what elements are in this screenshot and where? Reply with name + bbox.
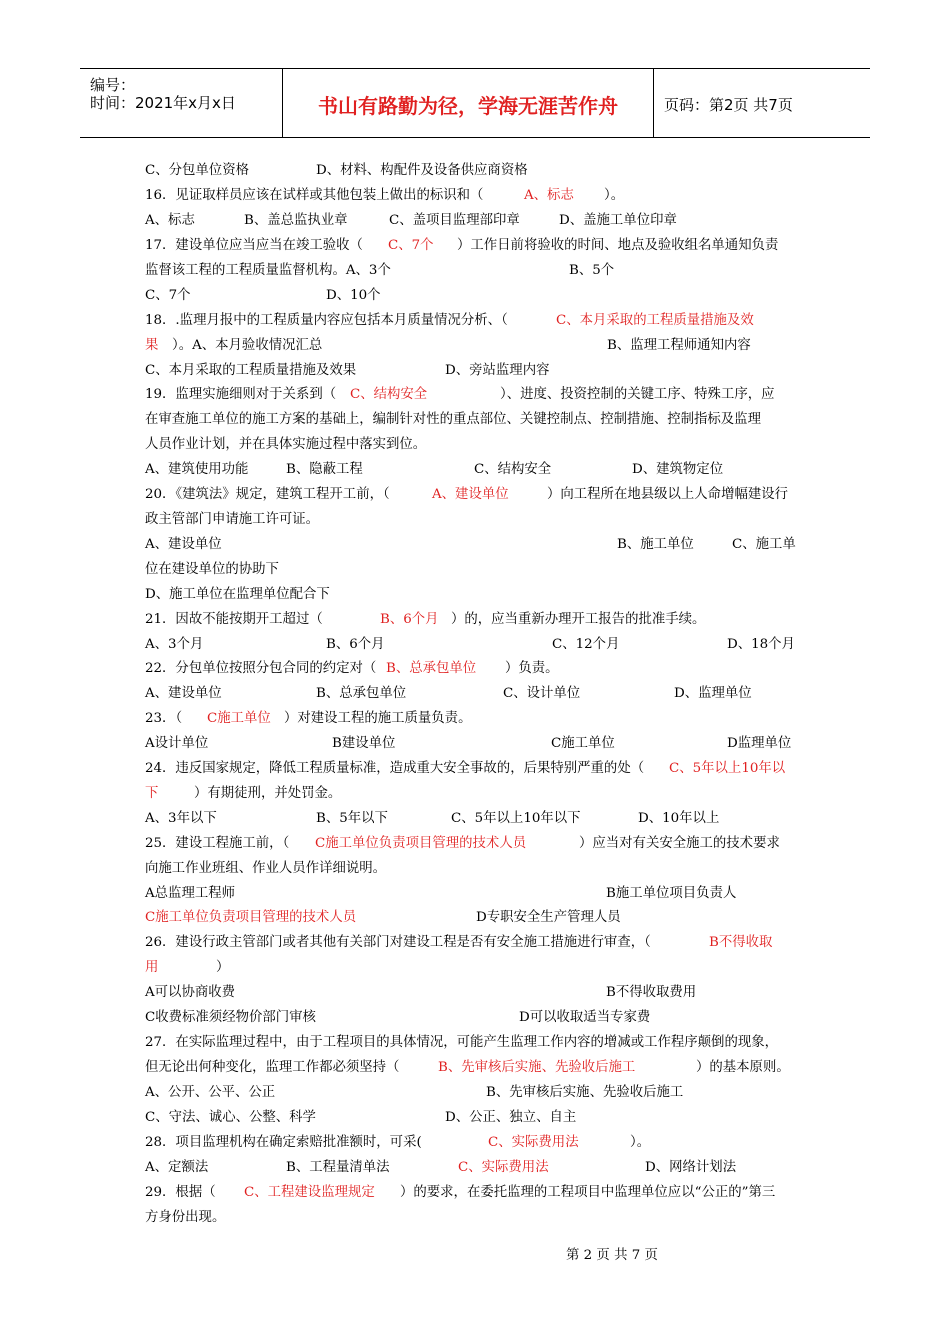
option-a: A、建筑使用功能 [145,462,249,477]
option-b: B、先审核后实施、先验收后施工 [486,1085,684,1100]
option-d: D、盖施工单位印章 [559,213,677,228]
option-d: D、网络计划法 [645,1160,737,1175]
answer-text: B不得收取 [709,935,773,950]
option-d: D、建筑物定位 [632,462,724,477]
page-number: 第 2 页 共 7 页 [566,1248,658,1263]
question-text: 19．监理实施细则对于关系到（ [145,387,337,402]
option-d: D、10年以上 [638,811,720,826]
question-text: ）。A、本月验收情况汇总 [172,338,323,353]
question-text: 人员作业计划，并在具体实施过程中落实到位。 [145,437,427,452]
option-d: D专职安全生产管理人员 [476,910,621,925]
answer-text: A、建设单位 [432,487,509,502]
answer-text: C、工程建设监理规定 [244,1185,375,1200]
page-code: 页码：第2页 共7页 [664,96,793,114]
option-b: B、5个 [569,263,615,278]
question-text: 20．《建筑法》规定，建筑工程开工前，（ [145,487,390,502]
question-text: 向施工作业班组、作业人员作详细说明。 [145,861,387,876]
answer-text: C施工单位负责项目管理的技术人员 [315,836,527,851]
motto-title: 书山有路勤为径，学海无涯苦作舟 [318,94,618,118]
answer-text: C、结构安全 [350,387,428,402]
question-text: 方身份出现。 [145,1210,226,1225]
option-c: C、设计单位 [503,686,581,701]
option-b: B、5年以下 [316,811,388,826]
question-text: ）对建设工程的施工质量负责。 [284,711,472,726]
option-a: A、公开、公平、公正 [145,1085,276,1100]
option-a: A、建设单位 [145,686,222,701]
question-text: ）工作日前将验收的时间、地点及验收组名单通知负责 [457,238,779,253]
option-c: C、12个月 [552,637,620,652]
option-b: B、总承包单位 [316,686,407,701]
answer-text: C、实际费用法 [488,1135,579,1150]
answer-text: C、5年以上10年以 [669,761,786,776]
option-a: A设计单位 [145,736,209,751]
question-text: 17．建设单位应当应当在竣工验收（ [145,238,363,253]
text-line: C、分包单位资格 [145,163,249,178]
option-c: 位在建设单位的协助下 [145,562,279,577]
option-d: D、施工单位在监理单位配合下 [145,587,330,602]
answer-text: 果 [145,338,159,353]
option-c: C、本月采取的工程质量措施及效果 [145,363,357,378]
question-text: ）应当对有关安全施工的技术要求 [579,836,780,851]
option-c: C、结构安全 [474,462,552,477]
question-text: 16．见证取样员应该在试样或其他包装上做出的标识和（ [145,188,484,203]
option-d: D、10个 [326,288,381,303]
answer-text: C、本月采取的工程质量措施及效 [556,313,754,328]
option-c: C施工单位 [551,736,615,751]
question-text: ）的，应当重新办理开工报告的批准手续。 [451,612,706,627]
question-text: 25．建设工程施工前，（ [145,836,290,851]
option-b: B、6个月 [326,637,385,652]
question-text: 22．分包单位按照分包合同的约定对（ [145,661,377,676]
option-d: D、公正、独立、自主 [445,1110,577,1125]
option-d: D、旁站监理内容 [445,363,550,378]
option-a: A、3个月 [145,637,204,652]
option-c: C、盖项目监理部印章 [389,213,520,228]
answer-text: B、总承包单位 [386,661,477,676]
option-a: A、建设单位 [145,537,222,552]
question-text: 26．建设行政主管部门或者其他有关部门对建设工程是否有安全施工措施进行审查，（ [145,935,651,950]
question-text: ）负责。 [505,661,559,676]
question-text: 28．项目监理机构在确定索赔批准额时，可采( [145,1135,422,1150]
answer-text: 用 [145,960,159,975]
question-text: 政主管部门申请施工许可证。 [145,512,320,527]
option-a: A、标志 [145,213,195,228]
option-c: C、守法、诚心、公整、科学 [145,1110,316,1125]
option-d: D监理单位 [727,736,792,751]
question-text: 在审查施工单位的施工方案的基础上，编制针对性的重点部位、关键控制点、控制措施、控制指标及监理 [145,412,761,427]
question-text: ）的基本原则。 [696,1060,790,1075]
answer-text: B、先审核后实施、先验收后施工 [438,1060,636,1075]
date-label: 时间：2021年x月x日 [90,94,236,112]
answer-option: C施工单位负责项目管理的技术人员 [145,910,357,925]
question-text: ） [216,960,230,975]
option-a: A总监理工程师 [145,886,236,901]
answer-text: 下 [145,786,159,801]
option-c: C收费标准须经物价部门审核 [145,1010,316,1025]
option-b: B不得收取费用 [606,985,697,1000]
question-text: 23．（ [145,711,183,726]
question-text: ）、进度、投资控制的关键工序、特殊工序，应 [500,387,775,402]
option-a: A、定额法 [145,1160,209,1175]
option-d: D、监理单位 [674,686,752,701]
option-b: B、盖总监执业章 [244,213,348,228]
question-text: 29．根据（ [145,1185,216,1200]
answer-text: C施工单位 [207,711,271,726]
answer-text: A、标志 [524,188,574,203]
option-c: C、5年以上10年以下 [451,811,581,826]
question-text: 但无论出何种变化，监理工作都必须坚持（ [145,1060,400,1075]
number-label: 编号： [90,76,136,94]
option-c: C、实际费用法 [458,1160,549,1175]
option-b: B、施工单位 [617,537,694,552]
question-text: ）。 [604,188,625,203]
question-text: 监督该工程的工程质量监督机构。A、3个 [145,263,391,278]
question-text: 27．在实际监理过程中，由于工程项目的具体情况，可能产生监理工作内容的增减或工作程序颠倒的现象， [145,1035,779,1050]
option-b: B建设单位 [332,736,396,751]
option-b: B、监理工程师通知内容 [607,338,751,353]
question-text: ）的要求，在委托监理的工程项目中监理单位应以“公正的”第三 [400,1185,776,1200]
text-line: D、材料、构配件及设备供应商资格 [316,163,528,178]
question-text: ）有期徒刑，并处罚金。 [194,786,342,801]
answer-text: C、7个 [388,238,434,253]
answer-text: B、6个月 [380,612,439,627]
question-text: ）向工程所在地县级以上人命增幅建设行 [547,487,789,502]
question-text: 24．违反国家规定，降低工程质量标准，造成重大安全事故的，后果特别严重的处（ [145,761,645,776]
question-text: 18．.监理月报中的工程质量内容应包括本月质量情况分析、（ [145,313,508,328]
option-c: C、7个 [145,288,191,303]
option-a: A、3年以下 [145,811,217,826]
option-d: D、18个月 [727,637,795,652]
option-b: B施工单位项目负责人 [606,886,737,901]
option-d: D可以收取适当专家费 [519,1010,651,1025]
question-text: ）。 [630,1135,651,1150]
option-c: C、施工单 [732,537,796,552]
option-a: A可以协商收费 [145,985,236,1000]
question-text: 21．因故不能按期开工超过（ [145,612,323,627]
option-b: B、工程量清单法 [286,1160,390,1175]
option-b: B、隐蔽工程 [286,462,363,477]
